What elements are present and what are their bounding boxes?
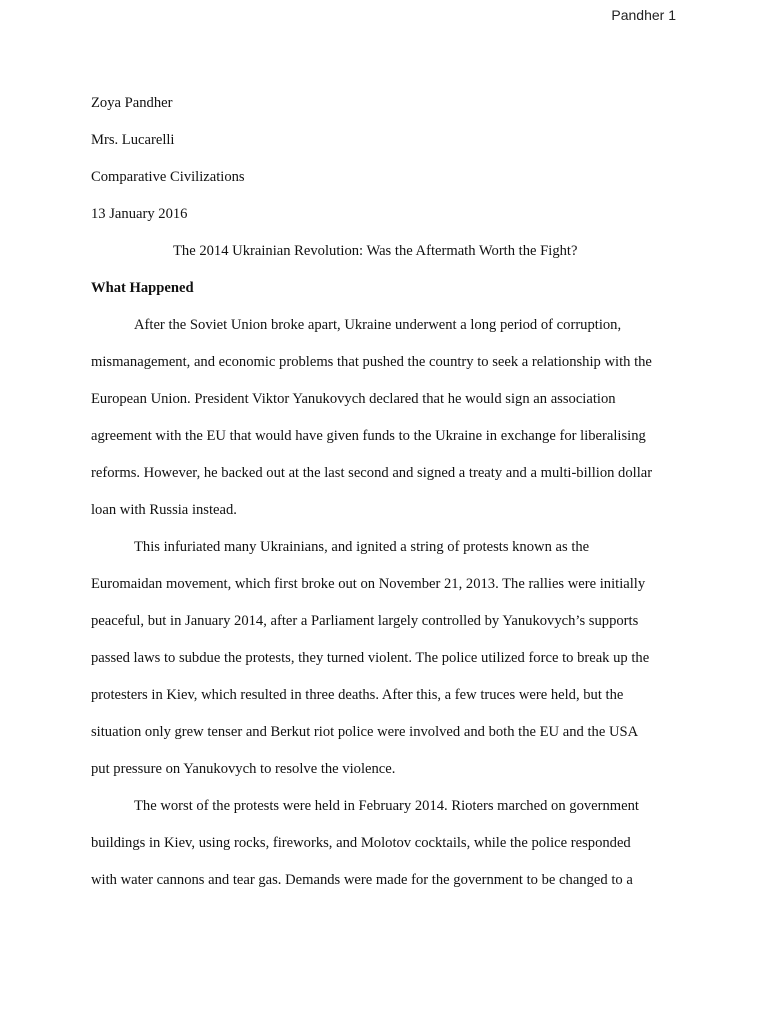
paragraph-line: After the Soviet Union broke apart, Ukraine underwent a long period of corruption, <box>134 317 622 333</box>
author-name: Zoya Pandher <box>91 95 173 111</box>
paragraph-line: agreement with the EU that would have given funds to the Ukraine in exchange for liberalising <box>91 428 646 444</box>
paragraph-3 <box>91 788 681 899</box>
paragraph-line: European Union. President Viktor Yanukovych declared that he would sign an association <box>91 391 616 407</box>
essay-title: The 2014 Ukrainian Revolution: Was the Aftermath Worth the Fight? <box>173 243 578 259</box>
section-heading: What Happened <box>91 280 194 296</box>
paragraph-line: loan with Russia instead. <box>91 502 237 518</box>
paragraph-line: The worst of the protests were held in February 2014. Rioters marched on government <box>134 798 639 814</box>
document-body <box>91 85 681 899</box>
course-name: Comparative Civilizations <box>91 169 245 185</box>
paragraph-line: reforms. However, he backed out at the last second and signed a treaty and a multi-billion dollar <box>91 465 653 481</box>
paragraph-line: with water cannons and tear gas. Demands were made for the government to be changed to a <box>91 872 633 888</box>
paragraph-line: mismanagement, and economic problems that pushed the country to seek a relationship with the <box>91 354 652 370</box>
paragraph-line: This infuriated many Ukrainians, and ignited a string of protests known as the <box>134 539 590 555</box>
paragraph-line: protesters in Kiev, which resulted in three deaths. After this, a few truces were held, but the <box>91 687 624 703</box>
paragraph-line: peaceful, but in January 2014, after a Parliament largely controlled by Yanukovych’s supports <box>91 613 639 629</box>
paragraph-1 <box>91 307 681 529</box>
teacher-name: Mrs. Lucarelli <box>91 132 175 148</box>
paragraph-2 <box>91 529 681 788</box>
page-header: Pandher 1 <box>611 7 676 23</box>
document-date: 13 January 2016 <box>91 206 188 222</box>
paragraph-line: passed laws to subdue the protests, they turned violent. The police utilized force to break up the <box>91 650 650 666</box>
paragraph-line: buildings in Kiev, using rocks, fireworks, and Molotov cocktails, while the police responded <box>91 835 631 851</box>
paragraph-line: Euromaidan movement, which first broke out on November 21, 2013. The rallies were initially <box>91 576 646 592</box>
paragraph-line: put pressure on Yanukovych to resolve the violence. <box>91 761 396 777</box>
paragraph-line: situation only grew tenser and Berkut riot police were involved and both the EU and the USA <box>91 724 639 740</box>
